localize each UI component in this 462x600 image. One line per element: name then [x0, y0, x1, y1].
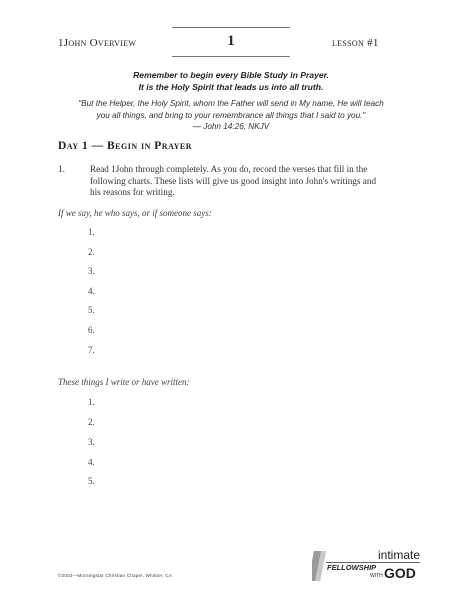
- list-item: 3.: [88, 437, 95, 447]
- step-text-line-1: Read 1John through completely. As you do, record the verses that fill in the: [90, 164, 368, 174]
- lesson-label: lesson #1: [332, 37, 379, 49]
- list-a-label: If we say, he who says, or if someone says:: [58, 208, 212, 218]
- logo-word-intimate: intimate: [378, 548, 421, 562]
- list-item: 5.: [88, 476, 95, 486]
- header-rule-bottom: [172, 56, 290, 57]
- list-item: 6.: [88, 325, 95, 335]
- list-item: 4.: [88, 457, 95, 467]
- intimate-fellowship-logo: [312, 548, 422, 582]
- logo-word-god: GOD: [384, 565, 416, 581]
- quote-citation: — John 14:26, NKJV: [192, 122, 270, 131]
- list-b-label: These things I write or have written:: [58, 377, 190, 387]
- logo-word-fellowship: FELLOWSHIP: [327, 563, 377, 572]
- intro-line-1: Remember to begin every Bible Study in Prayer.: [133, 70, 329, 80]
- header-title: 1John Overview: [58, 37, 137, 49]
- list-item: 2.: [88, 417, 95, 427]
- list-item: 5.: [88, 305, 95, 315]
- step-text-line-3: his reasons for writing.: [90, 187, 175, 198]
- list-item: 2.: [88, 247, 95, 257]
- list-item: 4.: [88, 286, 95, 296]
- quote-line-1: "But the Helper, the Holy Spirit, whom the Father will send in My name, He will teach: [78, 99, 384, 108]
- logo-word-with: WITH: [370, 573, 383, 579]
- step-text-line-2: following charts. These lists will give us good insight into John's writings and: [90, 175, 377, 186]
- list-item: 3.: [88, 266, 95, 276]
- list-item: 7.: [88, 345, 95, 355]
- quote-line-2: you all things, and bring to your remembrance all things that I said to you.": [96, 111, 366, 120]
- header-rule-top: [172, 27, 290, 28]
- day-heading: Day 1 — Begin in Prayer: [58, 140, 192, 152]
- step-number: 1.: [58, 164, 65, 174]
- intro-line-2: It is the Holy Spirit that leads us into all truth.: [138, 82, 324, 92]
- page-number: 1: [227, 33, 235, 49]
- list-item: 1.: [88, 397, 95, 407]
- copyright-notice: ©2003—Morningstar Christian Chapel, Whittier, CA: [58, 573, 173, 578]
- list-item: 1.: [88, 227, 95, 237]
- step-text: [90, 164, 420, 199]
